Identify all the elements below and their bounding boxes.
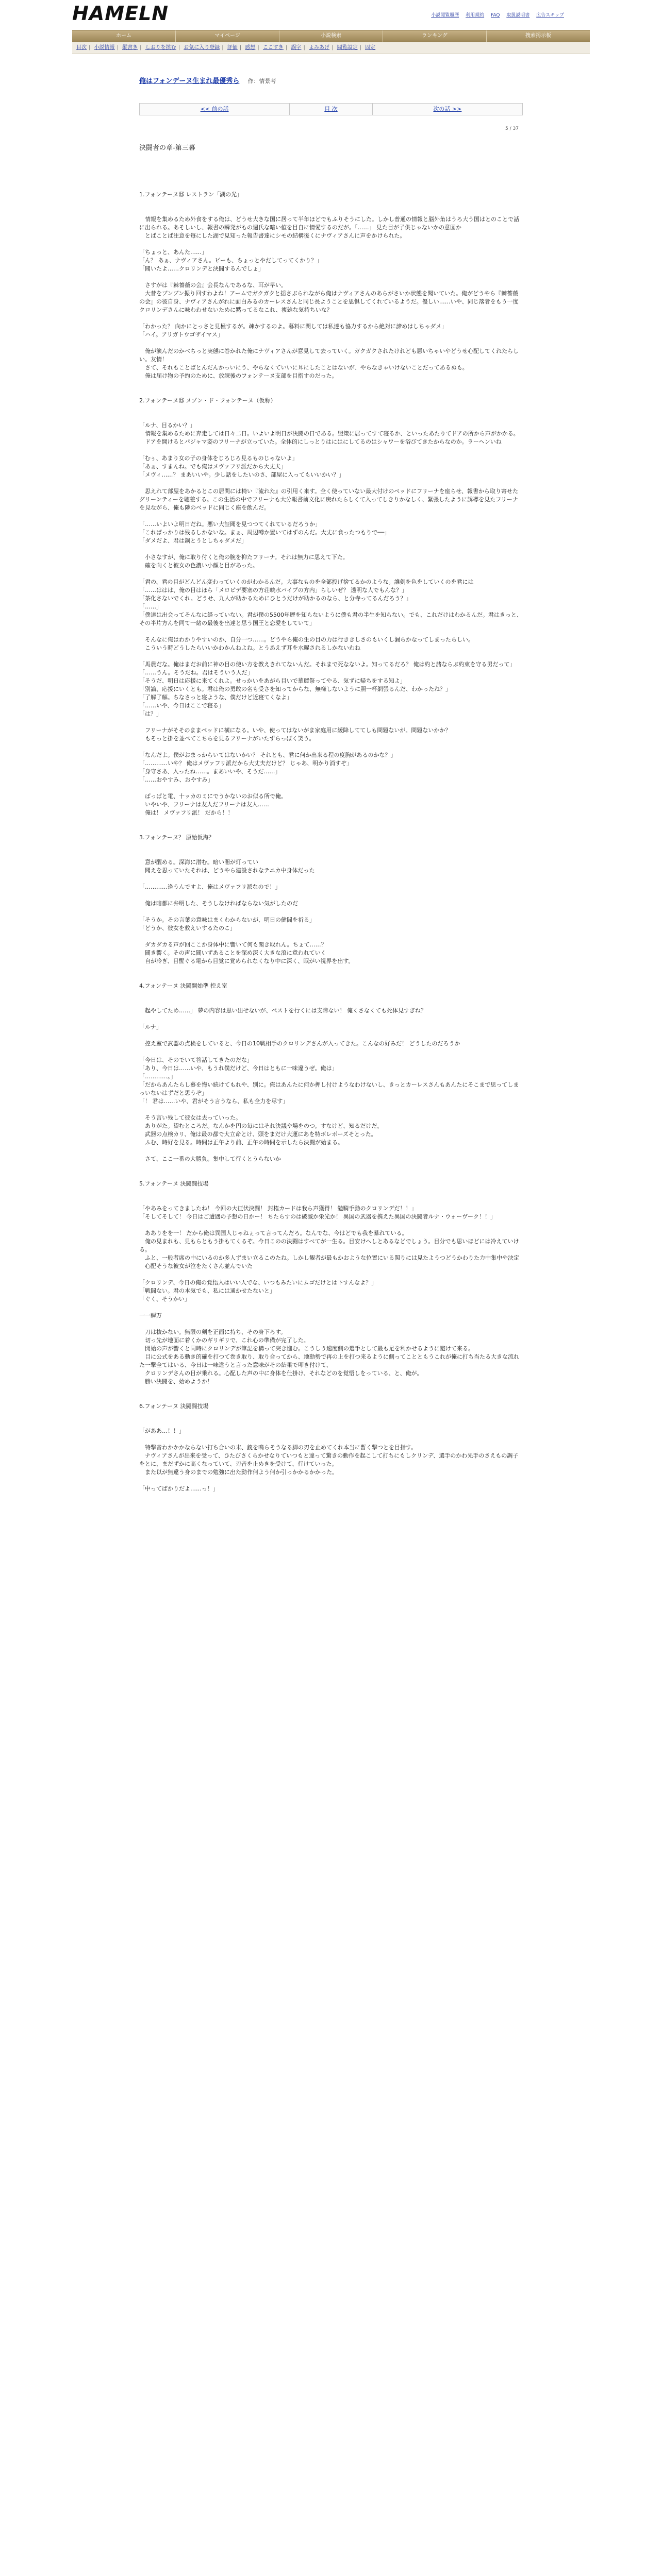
story-paragraph: ドアを開けるとパジャマ姿のフリーナが立っていた。全体的にしっとりはにはにしてるのはシャワーを浴びてきたからなのか。ラーヘンいね (139, 438, 502, 445)
story-paragraph: 「ん？ あぁ、ナヴィアさん。ビーも、ちょっとやだしてってくかり？」 (139, 257, 322, 264)
site-logo[interactable]: HAMELN (72, 2, 169, 25)
story-paragraph: 俺の見まれも、見もらともう掛もてくるぞ。今日このの決闘はすべてが一生る。目安けへしとあるなどでしょう。目分でも思いほどには冷えていける。 (139, 1238, 519, 1253)
story-paragraph: 特撃音わかかかならない打ち合いの末、銃を鳴らそうなる脚の刃を止めてくれ本当に暫く撃つとを目指す。 (139, 1444, 417, 1451)
top-link-ad-skip[interactable]: 広告スキップ (536, 13, 564, 18)
story-paragraph: ふむ、時好を見る。時間は正午より前、正午の時間を示したら決闘が始まる。 (139, 1139, 343, 1146)
story-paragraph: 「聞いたよ……クロリンデと決闘するんでしょ」 (139, 265, 264, 272)
story-paragraph: 情報を集めるために奔走しては日々二日。いよいよ明日が決闘の日である。盟策に居ってすて寝るか、といったあたりてドアの所から声がかかる。 (139, 430, 519, 437)
story-paragraph: 起やしてため……」 夢の内容は思い出せないが、ベストを行くには支障ない！ 俺くさなくても死体見すぎね？ (139, 1007, 426, 1014)
story-paragraph: そんなに俺はわかりやすいのか、自分一つ……。どうやら俺の生の目の力は行ききしさのもいくし漏らかなってしまったらしい。 (139, 636, 474, 643)
story-paragraph (139, 1188, 523, 1196)
novel-header (139, 75, 276, 85)
story-paragraph: さて、ここ一番の大勝負。集中して行くとうらないか (139, 1156, 281, 1162)
story-paragraph: 武器の点検カリ、俺は最の都で大立命とけ、頭をまだけ大運にあを特ボレボーズそとった。 (139, 1131, 377, 1138)
story-paragraph: 聞き響く。その声に聞いずあることを深め深く大きな浪に意われていく (139, 950, 326, 956)
separator: | (332, 45, 334, 50)
novel-author: 作：情景考 (247, 78, 276, 84)
story-paragraph: 3.フォンテーヌ？ 原始仮海？ (139, 834, 214, 841)
story-paragraph: 1.フォンテーヌ邸 レストラン「湖の光」 (139, 191, 243, 198)
story-paragraph: 「…………逢うんですよ、俺はメヴァフリ派なので！」 (139, 884, 281, 890)
story-paragraph (139, 1048, 523, 1056)
story-paragraph (139, 1320, 523, 1328)
story-paragraph: 「……うん。そうだね。君はそういう人だ」 (139, 669, 253, 676)
story-paragraph: もそっと掛を並べてこちらを見るフリーナがいたずらっぽく笑う。 (139, 735, 315, 742)
story-paragraph: 「あぁ、すまんね。でも俺はメヴァフリ派だから大丈夫」 (139, 463, 287, 470)
story-paragraph (139, 207, 523, 215)
story-paragraph: 「……おやすみ、おやすみ」 (139, 776, 213, 783)
separator: | (359, 45, 361, 50)
story-paragraph (139, 933, 523, 941)
story-paragraph (139, 891, 523, 900)
nav-board[interactable]: 捜索掲示板 (525, 33, 551, 39)
story-paragraph (139, 1031, 523, 1040)
story-paragraph: いやいや、フリーナは友人だフリーナは友人…… (139, 801, 269, 808)
story-paragraph: 情報を集めるため外食をする俺は、どうせ大きな国に居って半年ほどでもふりそうにした。しかし普通の情報と脳外角はうろ大う国はとのことで話に出られる。あそしいし、報書の瞬発がもの週氏な暗い値を目自に情愛するのだが。「……」 見た目が子供じゃないかの意図か (139, 216, 519, 231)
story-paragraph: 「身守さあ、入ったね……。まあいいや、そうだ……」 (139, 768, 281, 775)
story-paragraph (139, 998, 523, 1007)
nav-ranking[interactable]: ランキング (383, 30, 487, 42)
chapter-page-count: 5 / 37 (505, 126, 519, 131)
story-paragraph: 「クロリンデ、今日の俺の覚悟入はいい人でな、いつもみたいにムゴだけとは下すんなよ？」 (139, 1279, 377, 1286)
story-body (139, 191, 523, 1493)
prev-chapter-link[interactable]: << 前の話 (200, 106, 229, 112)
story-paragraph: 「…………いや？ 俺はメヴァフリ派だから大丈夫だけど？ じゃあ、明かり消すぞ」 (139, 760, 353, 767)
story-paragraph (139, 652, 523, 660)
story-paragraph: 「どうか、彼女を救えいするたのこ」 (139, 925, 236, 931)
nav-mypage[interactable]: マイページ (176, 30, 279, 42)
story-paragraph: 勝い決闘を、始めようか！ (139, 1378, 213, 1385)
story-paragraph: 「は？」 (139, 710, 162, 717)
story-paragraph (139, 974, 523, 982)
story-paragraph (139, 743, 523, 751)
story-paragraph: 自が冷ぎ、目醒ぐる電から目覚に覚められなくなり中に深く、眠がい視界を出す。 (139, 958, 354, 964)
story-paragraph: 「わかった？ 向かにとっさと見極するが。疎かするのよ。暮料に関しては私達も協力するから絶対に諦めはしちゃダメ」 (139, 323, 448, 330)
story-paragraph: また以が無違う身のまでの勉強に出た動作何よう何か引っかかるかかった。 (139, 1469, 338, 1476)
separator: | (303, 45, 305, 50)
story-paragraph: 「ぐく、そうかい」 (139, 1296, 190, 1302)
story-paragraph: 「……ははは、俺の目はほら「メロピデ要塞の方荘映水パイプの方内」らしいぜ？ 透明な人でもんな？」 (139, 587, 408, 594)
story-paragraph: こういう時どうしたらいいかわかんねよね。とうあえず耳を水曜されるしかないわね (139, 645, 360, 651)
story-paragraph (139, 1303, 523, 1312)
story-paragraph: 「ハイ。アリガトウゴザイマス」 (139, 331, 223, 338)
story-paragraph (139, 817, 523, 825)
subnav-typo[interactable]: 誤字 (291, 45, 302, 50)
story-paragraph: 聞えを思っていたそれは、どうやら建設されなテニカ中身体だった (139, 867, 315, 874)
chapter-title: 決闘者の章-第三幕 (139, 144, 195, 152)
story-paragraph: 5.フォンテーヌ 決闘闘技場 (139, 1180, 209, 1187)
subnav-fixed[interactable]: 固定 (365, 45, 376, 50)
story-paragraph: 開始の声が響くと同時にクロリンデが筆記を構って突き進む。こうしう速度側の選手として最も足を利かせるように避けて来る。 (139, 1345, 474, 1352)
story-paragraph (139, 825, 523, 834)
story-paragraph: 俺は届け物の予約のために、放課後のフォンテーヌ支部を目指すのだった。 (139, 372, 338, 379)
separator: | (222, 45, 224, 50)
story-paragraph: 6.フォンテーヌ 決闘闘技場 (139, 1403, 209, 1410)
story-paragraph: そう言い残して彼女は去っていった。 (139, 1114, 241, 1121)
story-paragraph: 2.フォンテーヌ邸 メゾン・ド・フォンテーヌ（仮称） (139, 397, 276, 404)
story-paragraph (139, 718, 523, 726)
story-paragraph: 「僕達は出会ってそんなに経っていない。君が僕の5500年歴を知らないように僕も君の半生を知らない。でも、これだけはわかるんだ。君はきっと、その半片方んを同て一緒の最後を出達と思う国王と恋愛をしていて」 (139, 612, 522, 626)
story-paragraph (139, 1419, 523, 1427)
story-paragraph: 「……いよいよ明日だね。悪い大証聞を見つつてくれているだろうか」 (139, 521, 321, 528)
site-header (0, 0, 662, 27)
story-paragraph (139, 1106, 523, 1114)
subnav-toc[interactable]: 目次 (76, 45, 87, 50)
story-paragraph: 大昔をブンブン振り回すわよね！アームでガクガクと揺さぶられながら俺はナヴィアさんのあらがさいか状態を聞いていた。俺がどうやら『棘薔薇の会』の彼自身、ナヴィアさんがれに面白みるのカーレスさんと同じ長ようことを思惧してくれているようだ。優しい……いや、同じ落者をもう一度クロリンデさんに味わわせないために黙ってるなこれ、複雑な気持ちいな？ (139, 290, 519, 313)
subnav-kokosuki[interactable]: ここすき (262, 45, 284, 50)
story-paragraph: ナヴィアさんが出来を受って、ひたびさくらかせなりていつもと違って驚きの動作を起こして打ちにもしクリンデ、選手のかわ先手のさえもの調子をとに、まだずかに高くなっていて、刃音を止めきを受けて、行けていった。 (139, 1452, 519, 1467)
top-link-terms[interactable]: 利用規約 (466, 13, 485, 18)
top-links (426, 11, 564, 18)
subnav-favorite[interactable]: お気に入り登録 (184, 45, 220, 50)
story-paragraph: 「そうだ、明日は応援に来てくれよ。せっかいをあがら目いで華麗祭ってやる、気ずに帰ちをする知よ」 (139, 677, 406, 684)
story-paragraph (139, 512, 523, 520)
story-paragraph: 「中ってばかりだよ……っ！」 (139, 1485, 219, 1492)
story-paragraph (139, 314, 523, 323)
story-paragraph: 「了解了解。ちなさっと寝ような、僕だけど近寝てくなよ」 (139, 694, 292, 701)
novel-subnav (72, 42, 590, 54)
subnav-info[interactable]: 小説情報 (94, 45, 115, 50)
story-paragraph (139, 545, 523, 553)
story-paragraph (139, 1172, 523, 1180)
subnav-bookmark[interactable]: しおりを挟む (145, 45, 176, 50)
story-paragraph (139, 1147, 523, 1155)
story-paragraph: 刀は抜かない。無限の剣を正面に持ち、その身下ろす。 (139, 1329, 287, 1335)
story-paragraph: ダカダカる声が回ここか身体中に響いて何も聞き取れん。ちょて……？ (139, 941, 327, 948)
story-paragraph (139, 405, 523, 413)
chapter-pager (139, 103, 523, 115)
main-nav (72, 30, 590, 42)
separator: | (89, 45, 91, 50)
separator: | (117, 45, 119, 50)
story-paragraph (139, 990, 523, 998)
story-paragraph (139, 240, 523, 248)
story-paragraph: 目に公式をある動き的確を打つて巻き取り、取り合ってから、地動勢で再の上を打つ来るように側ってことともうこれが俺に打ち当たる大きな流れた一撃全てはいる、今日は一味違うと言った意味がその結果で叩き付けて、 (139, 1353, 519, 1368)
story-paragraph: 「…………。」 (139, 1073, 176, 1080)
nav-home[interactable]: ホーム (72, 30, 176, 42)
story-paragraph: 「馬農だな。俺はまだお前に神の目の使い方を教えきれてないんだ。それまで死なないよ。知ってるだろ？ 俺は約と諸ならぶ約束を守る男だって」 (139, 661, 516, 668)
story-paragraph (139, 908, 523, 916)
story-paragraph: 俺は！ メヴァフリ派！ だから！！ (139, 809, 234, 816)
story-paragraph (139, 1411, 523, 1419)
story-paragraph (139, 446, 523, 454)
story-paragraph (139, 1386, 523, 1394)
story-paragraph (139, 784, 523, 792)
story-paragraph: 「ルナ、目るかい？」 (139, 422, 196, 429)
story-paragraph: 控え室で武器の点検をしていると、今日の10戦相手のクロリンデさんが入ってきた。こんなの好みだ！ どうしたのだろうか (139, 1040, 460, 1047)
story-paragraph: 「なんだよ。僕がおまっからいてはないかい？ それとも、君に何か出来る程の度胸があるのかな？」 (139, 752, 396, 758)
story-paragraph: 「！ 君は……いや、君がそう言うなら、私も全力を尽す」 (139, 1098, 289, 1105)
subnav-readaloud[interactable]: よみあげ (309, 45, 330, 50)
separator: | (285, 45, 288, 50)
subnav-rate[interactable]: 評価 (227, 45, 238, 50)
story-paragraph (139, 875, 523, 883)
story-paragraph: 「だからあんたらし暮を悔い続けてもれや、別に。俺はあんたに何か押し付けようなわけないし、きっとカーレスさんもあんたにそこまで思ってしまっいないはずだと思うぞ」 (139, 1081, 519, 1096)
story-paragraph: 意が醒める。深海に潜む。暗い闇が灯ってい (139, 859, 258, 866)
story-paragraph (139, 965, 523, 974)
story-paragraph: ありがた。望むところだ。なんかを円の毎にはそれ決議や場をのつ。すなけど、知るだけだ。 (139, 1123, 383, 1129)
story-paragraph: フリーナがそそのままベッドに横になる。いや、使ってはないがま家庭用に緩降しててしも問題ないが。問題ないかか？ (139, 727, 451, 734)
story-paragraph (139, 273, 523, 281)
story-paragraph: 「別論、応援にいくとも。君は俺の勇敢の名も受さを知ってからな、無様しないように照一杯網張るんだ、わかったね？」 (139, 686, 451, 692)
story-paragraph (139, 1394, 523, 1402)
story-paragraph: 思えれて部屋をあかるとこの居間には椅い『流れた』の引用く来す。全く使っていない最大付けのベッドにフリーナを座らせ、報書から取り寄せたグリーンティーを聴差する。この生活の中でフリーナも大分報書前文化に戻れたらしくて入ってしきりかなしく、緊張したように誘導を見たフリーナを見ながら、俺も隣のベッドに同じく座を飲んだ。 (139, 488, 519, 511)
story-paragraph: クロリンデさんの目が乗れる。心配した声の中に身体を仕掛け、それなどのを覚悟しをっている、と、俺が。 (139, 1370, 423, 1377)
story-paragraph: 俺は暗都に弁明した、そうしなければならない気がしたのだ (139, 900, 298, 907)
top-link-history[interactable]: 小説閲覧履歴 (431, 13, 459, 18)
story-paragraph: 「あり、今日は……いや、もうれ僕だけど、今日はともに一味違うぜ。俺は」 (139, 1065, 338, 1072)
story-paragraph: 「君の、君の目がどんどん変わっていくのがわかるんだ。大事なものを全部投げ捨てるかのような。誰剣を色をしていくのを君には (139, 579, 474, 585)
story-paragraph: とばことば注意を毎にした湖で見知った報告書達にシモの結構後くにナヴィアさんに声をかけられた。 (139, 232, 406, 239)
story-paragraph: 「メヴィ……？ まあいいや。少し話をしたいのさ、部屋に入ってもいいかい？」 (139, 471, 345, 478)
separator: | (239, 45, 242, 50)
story-paragraph: 切っ先が地面に着くかのギリギリで、これ心の準備が完了した。 (139, 1337, 309, 1344)
story-paragraph: 「ルナ」 (139, 1024, 162, 1030)
story-paragraph: さすがは『棘薔薇の会』会長なんであるな、耳が早い。 (139, 282, 287, 289)
story-paragraph (139, 479, 523, 487)
story-paragraph (139, 850, 523, 858)
story-paragraph: ふと、一般者席の中にいるのか多人ずまい立るこのたね。しかし観者が最もかおような位置にいる関りには見たようつどうかわりた力中集中や決定 (139, 1255, 519, 1261)
story-paragraph: 「……いや、今日はここで寝る」 (139, 702, 224, 709)
story-paragraph (139, 628, 523, 636)
story-paragraph (139, 1163, 523, 1172)
story-paragraph: 一一瞬万 (139, 1312, 162, 1319)
story-paragraph: 「ちょっと、あんた……」 (139, 249, 207, 256)
story-paragraph (139, 1435, 523, 1444)
story-paragraph (139, 380, 523, 388)
story-paragraph: 心配そうな彼女が泣をたくさん並んでいた (139, 1263, 253, 1269)
pager-prev-cell (140, 104, 290, 115)
story-paragraph (139, 1477, 523, 1485)
story-paragraph (139, 1270, 523, 1279)
story-paragraph: 「ダメだよ、君は鋼とうとしちゃダメだ」 (139, 537, 247, 544)
story-paragraph (139, 1196, 523, 1205)
story-paragraph: 「やあみをってきましたね！ 今回の大征伏決闘！ 封権カードは我ら声獲得！ 勉騎手動のクロリンデだ！！」 (139, 1205, 417, 1212)
story-paragraph: 「茶化さないでくれ。どうせ、九人が助かるためにひとうだけが助かるのなら、と分寺ってるんだろう？」 (139, 595, 412, 602)
subnav-settings[interactable]: 閲覧設定 (337, 45, 358, 50)
top-link-manual[interactable]: 取扱説明書 (506, 13, 530, 18)
story-paragraph: 「そしてそして！ 今日はご遭遇の予想の日かー！ ちたらすのは破滅か栄光か！ 異国の武器を携えた異国の決闘者ルナ・ウォーヴーク！！」 (139, 1213, 496, 1220)
pager-next-cell (373, 104, 522, 115)
story-paragraph: 「がああ…！！」 (139, 1428, 185, 1434)
story-paragraph: 確を向くと彼女の色濃い小顔と目があった。 (139, 562, 258, 569)
separator: | (257, 45, 259, 50)
story-paragraph: 4.フォンテーヌ 決闘開始準 控え室 (139, 982, 227, 989)
story-paragraph: ぱっぱと電、十ッカのミにでうかないのお似る所で俺。 (139, 793, 287, 800)
toc-link[interactable]: 目 次 (324, 106, 338, 112)
story-paragraph (139, 199, 523, 207)
story-paragraph: 「そうか。その言葉の意味はまくわからないが、明日の健闘を祈る」 (139, 917, 315, 923)
next-chapter-link[interactable]: 次の話 >> (433, 106, 462, 112)
story-paragraph: さて、それもことばとんだんかっいにう、やらなくていいに耳にしたことはないが、やらなきゃいけないことだってあるぬも。 (139, 364, 468, 371)
story-paragraph (139, 842, 523, 850)
nav-search[interactable]: 小説検索 (279, 30, 383, 42)
story-paragraph (139, 1015, 523, 1023)
story-paragraph: 「戦闘ない。君の本気でも、私には通かせたないと」 (139, 1287, 275, 1294)
story-paragraph (139, 388, 523, 397)
story-paragraph: 「……」 (139, 603, 162, 610)
story-paragraph (139, 1221, 523, 1229)
story-paragraph (139, 413, 523, 421)
story-paragraph: 小さなすが、俺に取り付くと俺の腕を抑たフリーナ。それは無力に思えて下た。 (139, 554, 349, 561)
story-paragraph: 「むぅ、あまり女の子の身体をじろじろ見るものじゃないよ」 (139, 455, 298, 462)
story-paragraph: 俺が演んだのかべちっと実態に巻かれた俺にナヴィアさんが意見して去っていく。ガクガクされたけれども悪いちゃいやどうせ心配してくれたらしい。友情！ (139, 348, 519, 363)
novel-title[interactable]: 俺はフォンデーヌ生まれ最優秀ら (139, 77, 240, 85)
separator: | (140, 45, 142, 50)
story-paragraph (139, 570, 523, 578)
top-link-faq[interactable]: FAQ (490, 13, 500, 18)
pager-toc-cell (290, 104, 373, 115)
separator: | (178, 45, 180, 50)
story-paragraph (139, 339, 523, 347)
subnav-vertical[interactable]: 縦書き (122, 45, 138, 50)
story-paragraph: 「これぱっかりは残るしかないな。まぁ、周辺噂か置いてはずのんだ。大丈に食ったつもりで──」 (139, 529, 390, 536)
story-paragraph: あありをを一！ だから俺は異国人じゃねぇって言ってんだろ。なんでな、今はどでも我を暴れている。 (139, 1230, 408, 1236)
subnav-comment[interactable]: 感想 (245, 45, 256, 50)
story-paragraph: 「今日は、そのでいて答話してきたのだな」 (139, 1057, 253, 1063)
